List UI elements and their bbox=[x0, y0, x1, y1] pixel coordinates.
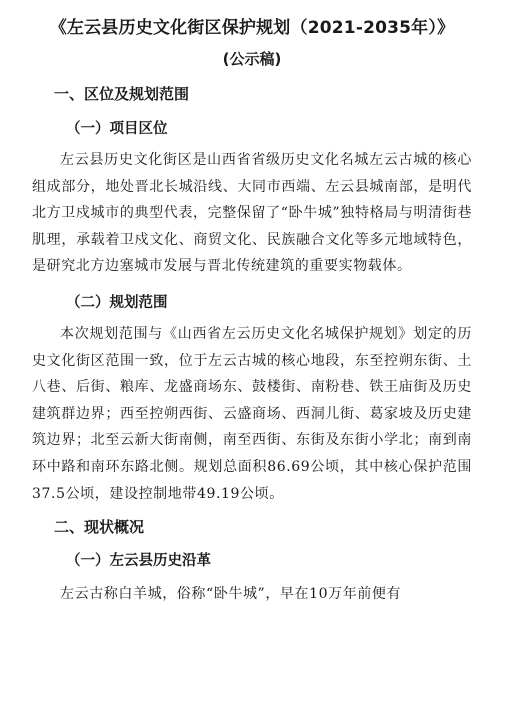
subsection-heading-history: （一）左云县历史沿革 bbox=[66, 553, 211, 570]
paragraph-planning-scope: 本次规划范围与《山西省左云历史文化名城保护规划》划定的历史文化街区范围一致，位于左云古城的核心地段，东至控朔东街、土八巷、后街、粮库、龙盛商场东、鼓楼街、南粉巷、铁王庙街及历史建筑群边界；西至控朔西街、云盛商场、西洞儿街、葛家坡及历史建筑边界；北至云新大街南侧，南至西街、东街及东街小学北；南到南环中路和南环东路北侧。规划总面积86.69公顷，其中核心保护范围37.5公顷，建设控制地带49.19公顷。 bbox=[32, 325, 472, 502]
section-heading-location-scope: 一、区位及规划范围 bbox=[54, 85, 190, 103]
section-heading-current-overview: 二、现状概况 bbox=[54, 518, 145, 537]
paragraph-project-location: 左云县历史文化街区是山西省省级历史文化名城左云古城的核心组成部分，地处晋北长城沿线、大同市西端、左云县城南部，是明代北方卫戍城市的典型代表，完整保留了“卧牛城”独特格局与明清街巷肌理，承载着卫戍文化、商贸文化、民族融合文化等多元地域特色，是研究北方边塞城市发展与晋北传统建筑的重要实物载体。 bbox=[32, 152, 472, 275]
subsection-heading-project-location: （一）项目区位 bbox=[66, 121, 168, 137]
document-subtitle: (公示稿) bbox=[222, 50, 282, 68]
subsection-heading-planning-scope: （二）规划范围 bbox=[66, 294, 168, 311]
paragraph-history: 左云古称白羊城，俗称“卧牛城”，早在10万年前便有 bbox=[60, 586, 402, 603]
document-title: 《左云县历史文化街区保护规划（2021-2035年）》 bbox=[49, 18, 455, 38]
